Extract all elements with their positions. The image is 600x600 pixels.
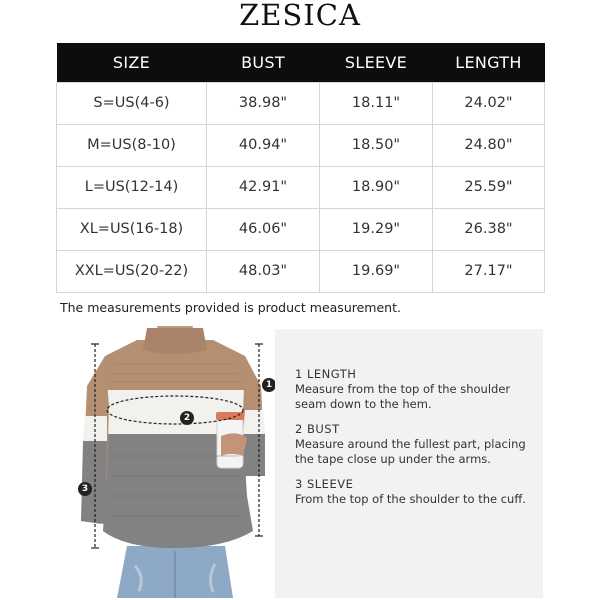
guide-bust-desc-line1: Measure around the fullest part, placing: [295, 437, 526, 451]
length-marker: 1: [262, 378, 276, 392]
table-row: [57, 208, 545, 250]
header-size: SIZE: [57, 43, 207, 82]
measurement-note: The measurements provided is product measurement.: [60, 300, 401, 315]
table-row: [57, 82, 545, 124]
cell-size: M=US(8-10): [57, 124, 207, 166]
cell-length: 27.17": [433, 250, 545, 292]
cell-bust: 40.94": [207, 124, 320, 166]
cell-length: 24.02": [433, 82, 545, 124]
guide-sleeve-desc-line1: From the top of the shoulder to the cuff.: [295, 492, 526, 506]
header-bust: BUST: [207, 43, 320, 82]
guide-sleeve: [295, 477, 526, 507]
measurement-guide-panel: [275, 329, 543, 598]
cell-size: XXL=US(20-22): [57, 250, 207, 292]
cell-size: XL=US(16-18): [57, 208, 207, 250]
product-illustration: [75, 326, 275, 598]
header-length: LENGTH: [433, 43, 545, 82]
sleeve-marker: 3: [78, 482, 92, 496]
table-row: [57, 124, 545, 166]
table-row: [57, 166, 545, 208]
guide-length-desc-line2: seam down to the hem.: [295, 397, 432, 411]
header-sleeve: SLEEVE: [320, 43, 433, 82]
guide-length-desc-line1: Measure from the top of the shoulder: [295, 382, 511, 396]
sweater-illustration: [75, 326, 275, 598]
cell-size: L=US(12-14): [57, 166, 207, 208]
brand-logo: ZESICA: [239, 0, 361, 32]
cell-bust: 42.91": [207, 166, 320, 208]
guide-bust-title: 2 BUST: [295, 422, 340, 436]
size-chart-table: [56, 43, 545, 293]
cell-sleeve: 18.11": [320, 82, 433, 124]
guide-length: [295, 367, 510, 412]
cell-size: S=US(4-6): [57, 82, 207, 124]
guide-sleeve-title: 3 SLEEVE: [295, 477, 354, 491]
cell-length: 24.80": [433, 124, 545, 166]
cell-bust: 38.98": [207, 82, 320, 124]
table-row: [57, 250, 545, 292]
table-header-row: [57, 43, 545, 82]
cell-sleeve: 18.90": [320, 166, 433, 208]
bust-marker: 2: [180, 411, 194, 425]
sweater-collar: [143, 328, 207, 354]
guide-length-title: 1 LENGTH: [295, 367, 357, 381]
cell-sleeve: 19.69": [320, 250, 433, 292]
cell-bust: 48.03": [207, 250, 320, 292]
guide-bust: [295, 422, 526, 467]
cell-sleeve: 18.50": [320, 124, 433, 166]
cell-sleeve: 19.29": [320, 208, 433, 250]
cell-bust: 46.06": [207, 208, 320, 250]
cell-length: 26.38": [433, 208, 545, 250]
guide-bust-desc-line2: the tape close up under the arms.: [295, 452, 491, 466]
cell-length: 25.59": [433, 166, 545, 208]
